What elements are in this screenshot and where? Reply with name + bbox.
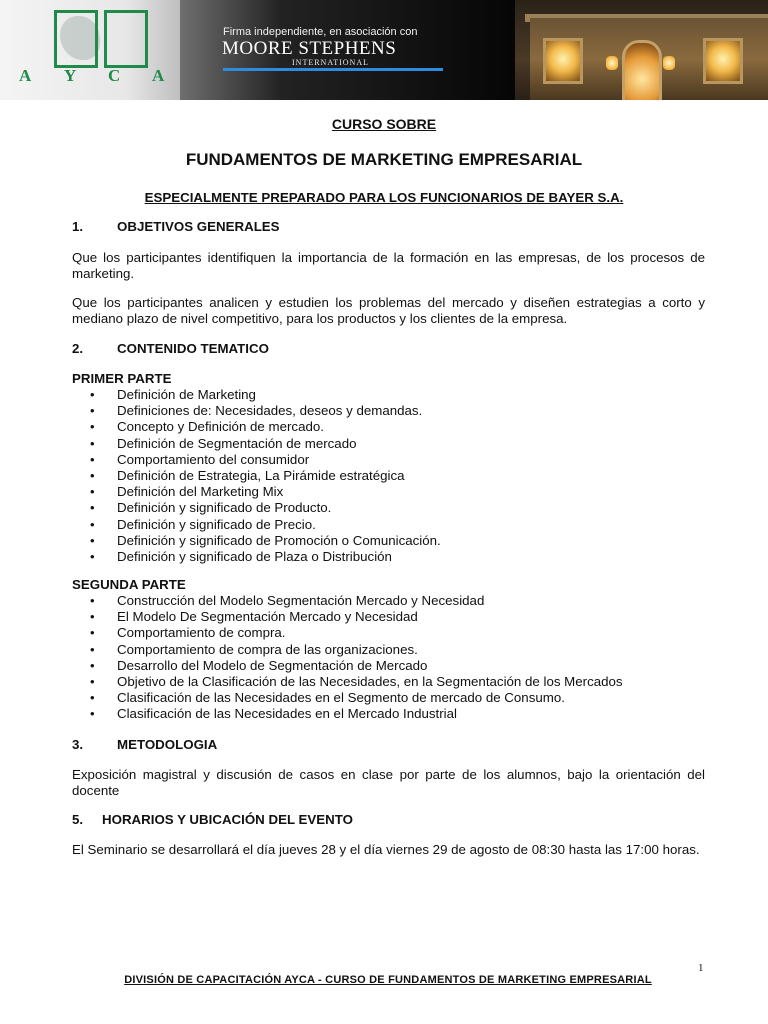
association-tagline: Firma independiente, en asociación con — [223, 26, 418, 38]
list-item: • Definición y significado de Precio. — [90, 517, 441, 533]
list-item: • Definición y significado de Promoción o Comunicación. — [90, 533, 441, 549]
topic-list-part1 — [90, 387, 441, 565]
course-title: FUNDAMENTOS DE MARKETING EMPRESARIAL — [185, 150, 583, 169]
logo-letter: A — [152, 66, 166, 85]
building-lamp — [663, 56, 675, 70]
building-window — [543, 38, 583, 84]
list-item: • Definición de Marketing — [90, 387, 441, 403]
paragraph: Que los participantes identifiquen la importancia de la formación en las empresas, de los procesos de marketing. — [72, 250, 705, 281]
list-item: • Definición de Estrategia, La Pirámide estratégica — [90, 468, 441, 484]
paragraph: El Seminario se desarrollará el día jueves 28 y el día viernes 29 de agosto de 08:30 hasta las 17:00 horas. — [72, 842, 700, 857]
part-heading: SEGUNDA PARTE — [72, 577, 186, 592]
firm-name: MOORE STEPHENS — [222, 38, 397, 59]
course-subtitle: ESPECIALMENTE PREPARADO PARA LOS FUNCIONARIOS DE BAYER S.A. — [144, 190, 624, 205]
list-item: • Comportamiento de compra de las organizaciones. — [90, 642, 623, 658]
building-lamp — [606, 56, 618, 70]
section-title: HORARIOS Y UBICACIÓN DEL EVENTO — [102, 812, 353, 827]
logo-letter: A — [19, 66, 33, 85]
paragraph: Exposición magistral y discusión de casos en clase por parte de los alumnos, bajo la orientación del docente — [72, 767, 705, 798]
list-item: • Definiciones de: Necesidades, deseos y demandas. — [90, 403, 441, 419]
list-item: • Definición y significado de Plaza o Distribución — [90, 549, 441, 565]
logo-letter: C — [108, 66, 122, 85]
logo-letter: Y — [64, 66, 78, 85]
list-item: • El Modelo De Segmentación Mercado y Necesidad — [90, 609, 623, 625]
section-title: OBJETIVOS GENERALES — [117, 219, 280, 234]
section-number: 1. — [72, 219, 84, 234]
section-number: 2. — [72, 341, 84, 356]
list-item: • Comportamiento del consumidor — [90, 452, 441, 468]
logo-frame — [54, 10, 98, 68]
course-kicker: CURSO SOBRE — [331, 116, 437, 132]
firm-subtitle: INTERNATIONAL — [292, 58, 369, 67]
section-number: 3. — [72, 737, 84, 752]
section-title: CONTENIDO TEMATICO — [117, 341, 269, 356]
page-number: 1 — [698, 962, 704, 974]
section-title: METODOLOGIA — [117, 737, 218, 752]
page-footer: DIVISIÓN DE CAPACITACIÓN AYCA - CURSO DE FUNDAMENTOS DE MARKETING EMPRESARIAL — [124, 974, 652, 986]
list-item: • Comportamiento de compra. — [90, 625, 623, 641]
paragraph: Que los participantes analicen y estudien los problemas del mercado y diseñen estrategias a corto y mediano plazo de nivel competitivo, para los productos y los clientes de la empresa. — [72, 295, 705, 326]
list-item: • Definición de Segmentación de mercado — [90, 436, 441, 452]
section-number: 5. — [72, 812, 84, 827]
list-item: • Construcción del Modelo Segmentación Mercado y Necesidad — [90, 593, 623, 609]
list-item: • Definición del Marketing Mix — [90, 484, 441, 500]
topic-list-part2 — [90, 593, 623, 723]
part-heading: PRIMER PARTE — [72, 371, 172, 386]
list-item: • Desarrollo del Modelo de Segmentación de Mercado — [90, 658, 623, 674]
firm-underline — [223, 68, 443, 71]
building-door — [622, 40, 662, 100]
list-item: • Clasificación de las Necesidades en el Segmento de mercado de Consumo. — [90, 690, 623, 706]
list-item: • Concepto y Definición de mercado. — [90, 419, 441, 435]
logo-frame — [104, 10, 148, 68]
list-item: • Objetivo de la Clasificación de las Necesidades, en la Segmentación de los Mercados — [90, 674, 623, 690]
list-item: • Clasificación de las Necesidades en el Mercado Industrial — [90, 706, 623, 722]
header-banner — [0, 0, 768, 100]
list-item: • Definición y significado de Producto. — [90, 500, 441, 516]
building-window — [703, 38, 743, 84]
